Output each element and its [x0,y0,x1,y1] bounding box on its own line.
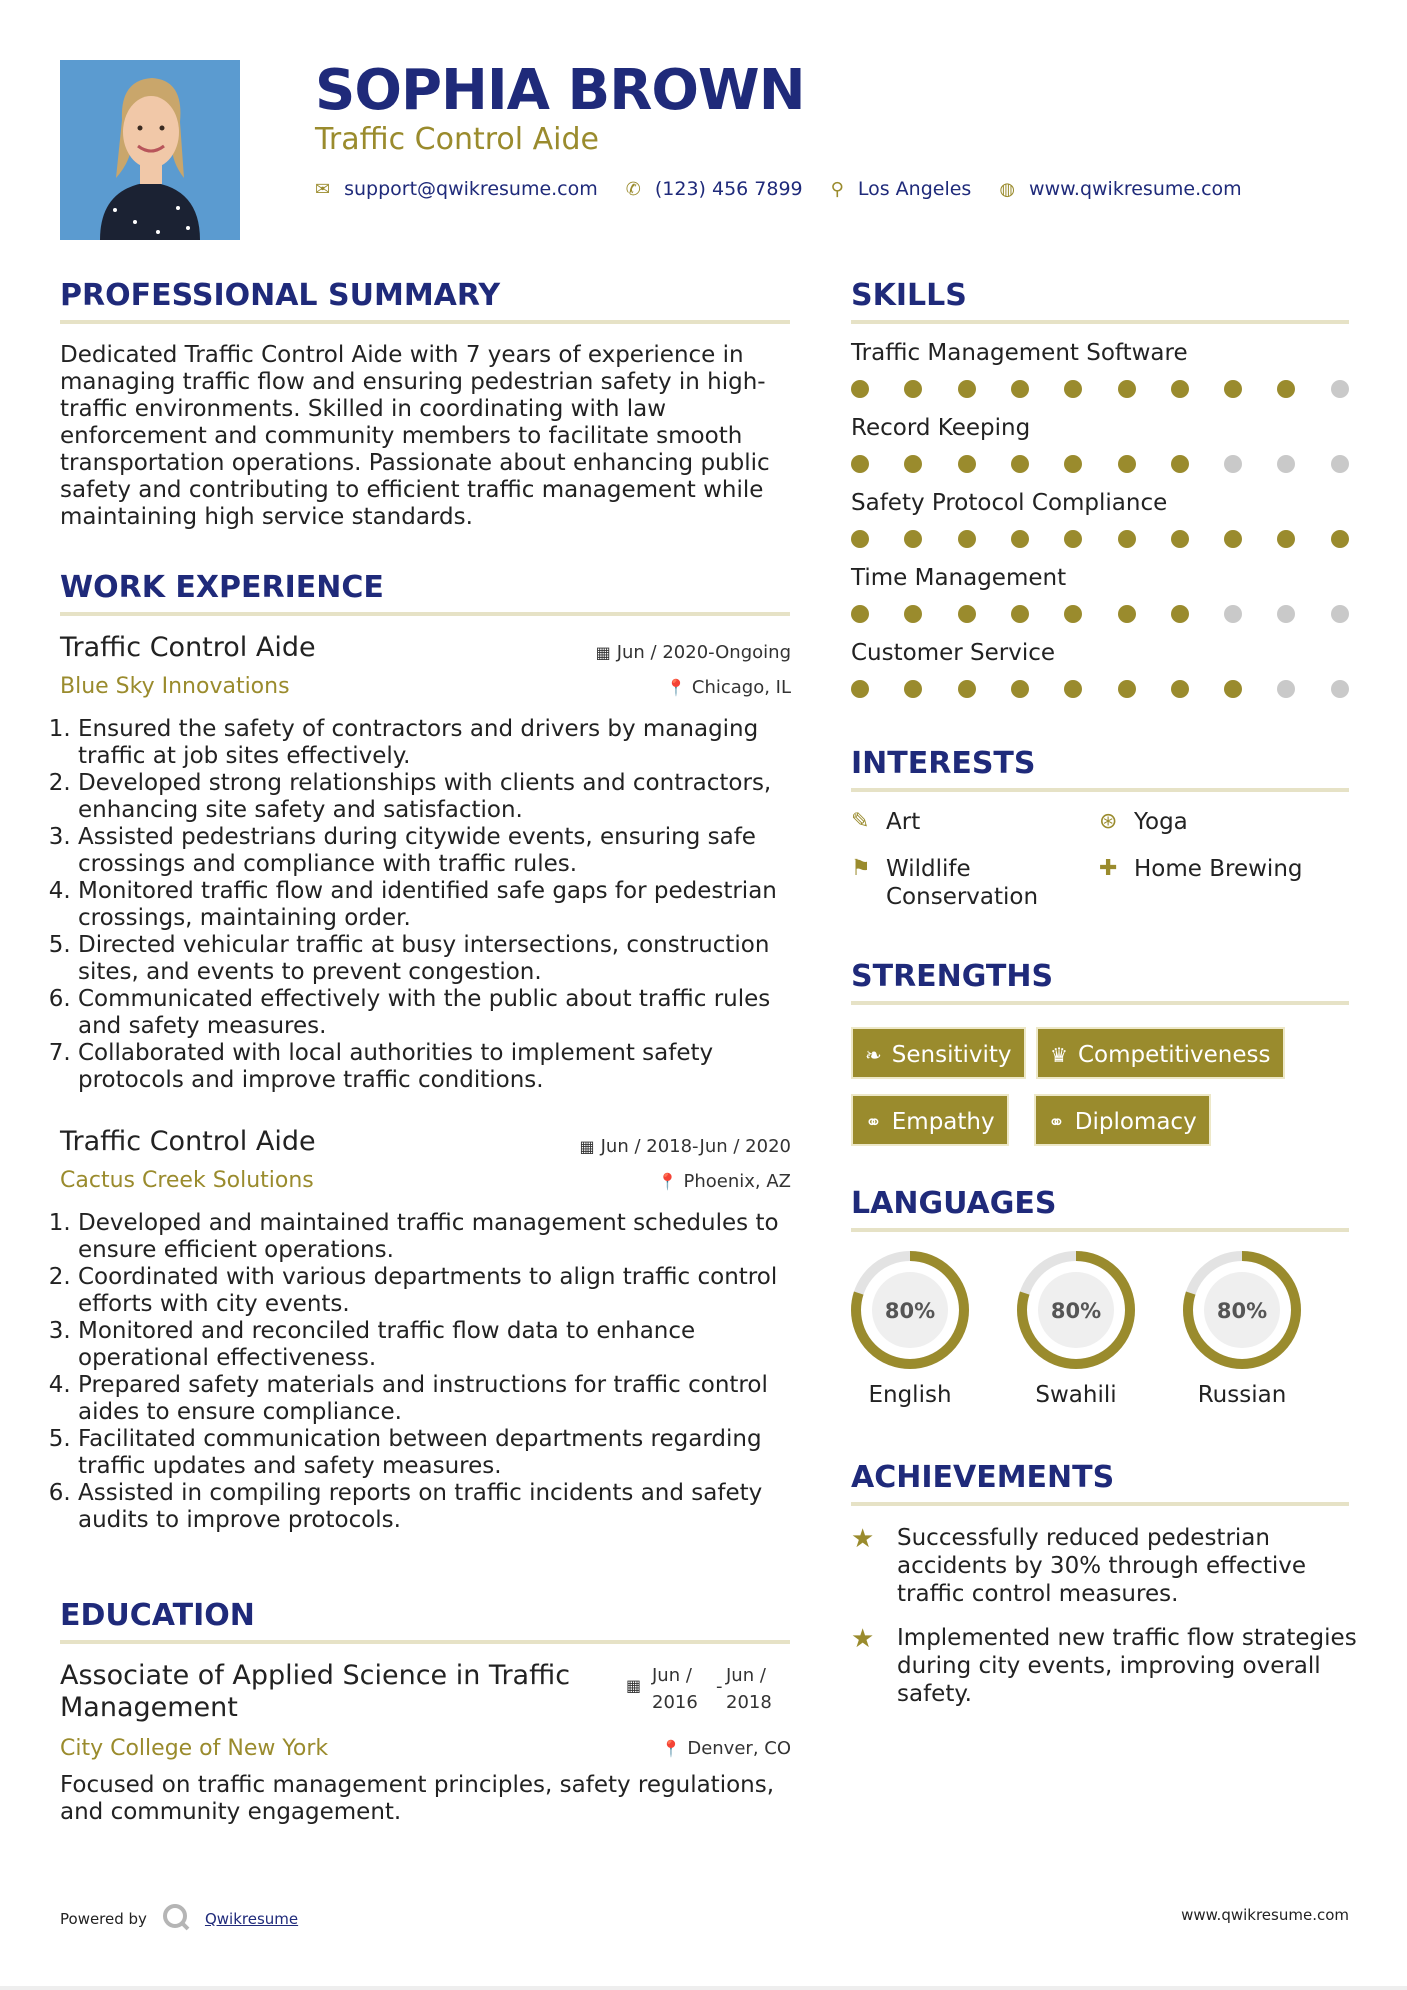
skill-dot-filled [1171,530,1189,548]
skill-dot-filled [1064,530,1082,548]
skill-dot-filled [851,605,869,623]
skill-dot-filled [904,680,922,698]
school-name: City College of New York [60,1736,329,1761]
star-icon: ★ [851,1624,875,1654]
skill-dot-filled [904,605,922,623]
trophy-icon: ♛ [1050,1043,1068,1067]
summary-text: Dedicated Traffic Control Aide with 7 years of experience in managing traffic flow and ensuring pedestrian safety in high-traffic environments. Skilled in coordinating with law enforcement and community members to facilitate smooth transportation operations. Passionate about enhancing public safety and contributing to efficient traffic management while maintaining high service standards. [60,342,770,530]
lifebuoy-icon: ⊛ [1099,809,1118,834]
skill-level-dots [851,605,1351,625]
skill-dot-empty [1224,455,1242,473]
skill-dot-filled [1011,380,1029,398]
strength-badge [851,1094,1009,1146]
interest-label: Yoga [1134,809,1188,835]
section-divider [60,320,790,324]
qwikresume-logo-icon [161,1902,191,1936]
star-icon: ★ [851,1524,875,1554]
skill-dot-filled [1064,455,1082,473]
page-bottom-bar [0,1986,1407,1990]
skill-dot-filled [1171,455,1189,473]
section-title-strengths: STRENGTHS [851,959,1054,994]
skill-dot-filled [1011,455,1029,473]
skill-level-dots [851,380,1351,400]
duty-item: 4. Monitored traffic flow and identified safe gaps for pedestrian crossings, maintaining order. [78,878,790,932]
duty-item: 1. Ensured the safety of contractors and drivers by managing traffic at job sites effectively. [78,716,790,770]
skill-dot-filled [851,530,869,548]
language-name: English [868,1382,952,1408]
phone-icon: ✆ [625,178,641,200]
duty-item: 4. Prepared safety materials and instructions for traffic control aides to ensure compliance. [78,1372,790,1426]
skill-dot-empty [1331,380,1349,398]
skill-dot-filled [851,680,869,698]
skill-dot-filled [1118,380,1136,398]
job-location-text: Phoenix, AZ [683,1171,791,1192]
contact-website[interactable]: www.qwikresume.com [1029,178,1242,200]
degree-title-line: Associate of Applied Science in Traffic [60,1660,571,1691]
skill-dot-empty [1277,680,1295,698]
strength-label: Sensitivity [891,1042,1012,1068]
candidate-role: Traffic Control Aide [315,122,600,157]
skill-dot-filled [958,680,976,698]
skill-dot-filled [1224,680,1242,698]
globe-icon: ◍ [999,178,1016,200]
job-location [658,1171,791,1192]
skill-dot-filled [1118,530,1136,548]
skill-dot-filled [1064,380,1082,398]
section-divider [60,1640,790,1644]
section-divider [851,1502,1349,1506]
skill-dot-empty [1331,680,1349,698]
skill-dot-filled [1171,680,1189,698]
section-divider [60,612,790,616]
flag-icon: ⚑ [851,856,871,881]
powered-by-label: Powered by [60,1910,147,1928]
achievement-item [851,1624,1371,1714]
skill-dot-filled [1224,380,1242,398]
job-dates [596,642,791,663]
language-percent: 80% [884,1299,936,1323]
duty-item: 6. Communicated effectively with the public about traffic rules and safety measures. [78,986,790,1040]
language-ring [848,1248,972,1372]
skill-dot-filled [958,530,976,548]
interest-label: Wildlife Conservation [886,856,1039,910]
duty-item: 2. Coordinated with various departments to align traffic control efforts with city events. [78,1264,790,1318]
skill-dot-empty [1277,455,1295,473]
duty-item: 5. Facilitated communication between departments regarding traffic updates and safety measures. [78,1426,790,1480]
section-title-summary: PROFESSIONAL SUMMARY [60,278,501,313]
job-company: Blue Sky Innovations [60,674,290,699]
achievement-text: Implemented new traffic flow strategies during city events, improving overall safety. [897,1625,1357,1707]
section-title-experience: WORK EXPERIENCE [60,570,384,605]
footer-powered-by [60,1902,298,1936]
language-ring [1014,1248,1138,1372]
handshake-icon: ⚭ [865,1110,882,1134]
language-percent: 80% [1050,1299,1102,1323]
language-name: Swahili [1035,1382,1117,1408]
education-location-text: Denver, CO [687,1738,791,1759]
skill-level-dots [851,455,1351,475]
date-line: Jun / [652,1665,692,1686]
skill-name: Traffic Management Software [851,340,1188,366]
section-title-skills: SKILLS [851,278,967,313]
achievement-text: Successfully reduced pedestrian accidents by 30% through effective traffic control measures. [897,1525,1307,1607]
contact-bar [315,178,1242,200]
date-line: 2016 [652,1692,698,1713]
strength-badge [851,1027,1026,1079]
paintbrush-icon: ✎ [851,809,870,834]
job-dates [579,1136,791,1157]
strength-label: Competitiveness [1077,1042,1271,1068]
leaf-icon: ❧ [865,1043,882,1067]
skill-dot-empty [1224,605,1242,623]
calendar-icon: ▦ [626,1676,642,1695]
map-pin-icon: ⚲ [830,178,844,200]
education-start-date [652,1662,698,1716]
job-company: Cactus Creek Solutions [60,1168,314,1193]
skill-dot-filled [1277,380,1295,398]
job-location-text: Chicago, IL [691,677,791,698]
skill-dot-filled [1064,680,1082,698]
strength-label: Diplomacy [1074,1109,1197,1135]
skill-level-dots [851,530,1351,550]
skill-name: Customer Service [851,640,1056,666]
profile-photo-illustration [60,60,240,240]
envelope-icon: ✉ [315,178,331,200]
calendar-icon: ▦ [595,643,611,662]
degree-title [60,1660,570,1724]
skill-dot-filled [1011,680,1029,698]
language-percent: 80% [1216,1299,1268,1323]
skill-name: Record Keeping [851,415,1031,441]
skill-name: Time Management [851,565,1067,591]
skill-dot-filled [1118,605,1136,623]
interest-label: Home Brewing [1134,856,1303,882]
job-duties-list [58,1210,790,1534]
skill-dot-filled [904,380,922,398]
skill-dot-empty [1277,605,1295,623]
education-location [661,1738,791,1759]
interest-item [851,855,1071,915]
contact-location: Los Angeles [857,178,972,200]
section-divider [851,1228,1349,1232]
job-title: Traffic Control Aide [60,632,316,663]
job-location [666,677,791,698]
skill-dot-filled [1118,680,1136,698]
skill-dot-filled [1011,530,1029,548]
skill-level-dots [851,680,1351,700]
duty-item: 6. Assisted in compiling reports on traffic incidents and safety audits to improve protocols. [78,1480,790,1534]
job-dates-text: Jun / 2018-Jun / 2020 [600,1136,791,1157]
pushpin-icon: 📍 [661,1739,682,1758]
job-dates-text: Jun / 2020-Ongoing [616,642,791,663]
profile-photo [60,60,240,240]
skill-dot-filled [958,455,976,473]
strength-badge [1036,1027,1285,1079]
skill-name: Safety Protocol Compliance [851,490,1168,516]
footer-website[interactable]: www.qwikresume.com [1181,1906,1349,1924]
strength-badge [1034,1094,1211,1146]
section-divider [851,1001,1349,1005]
date-separator: - [716,1676,723,1697]
language-name: Russian [1197,1382,1287,1408]
education-description: Focused on traffic management principles, safety regulations, and community engagement. [60,1772,775,1825]
achievement-item [851,1524,1371,1614]
interest-label: Art [886,809,921,835]
duty-item: 7. Collaborated with local authorities to implement safety protocols and improve traffic conditions. [78,1040,790,1094]
skill-dot-empty [1331,455,1349,473]
skill-dot-filled [1224,530,1242,548]
pushpin-icon: 📍 [665,678,686,697]
section-title-interests: INTERESTS [851,746,1036,781]
section-divider [851,320,1349,324]
skill-dot-filled [851,380,869,398]
section-divider [851,788,1349,792]
skill-dot-filled [904,530,922,548]
section-title-languages: LANGUAGES [851,1186,1057,1221]
duty-item: 3. Assisted pedestrians during citywide events, ensuring safe crossings and compliance with traffic rules. [78,824,790,878]
strength-label: Empathy [891,1109,995,1135]
education-end-date [726,1662,772,1716]
date-line: Jun / [726,1665,766,1686]
pushpin-icon: 📍 [657,1172,678,1191]
brand-link[interactable]: Qwikresume [204,1910,299,1928]
contact-phone[interactable]: (123) 456 7899 [654,178,803,200]
degree-title-line: Management [60,1692,238,1723]
skill-dot-filled [958,605,976,623]
skill-dot-filled [1277,530,1295,548]
job-duties-list [58,716,790,1094]
language-ring [1180,1248,1304,1372]
section-title-education: EDUCATION [60,1598,255,1633]
calendar-icon: ▦ [579,1137,595,1156]
candidate-name: SOPHIA BROWN [315,58,805,123]
skill-dot-filled [1064,605,1082,623]
skill-dot-empty [1331,605,1349,623]
skill-dot-filled [1011,605,1029,623]
puzzle-icon: ✚ [1099,856,1118,881]
section-title-achievements: ACHIEVEMENTS [851,1460,1115,1495]
skill-dot-filled [958,380,976,398]
skill-dot-filled [851,455,869,473]
interest-item [1099,808,1339,838]
handshake-icon: ⚭ [1048,1110,1065,1134]
contact-email[interactable]: support@qwikresume.com [344,178,598,200]
skill-dot-filled [1331,530,1349,548]
interest-item [1099,855,1339,885]
skill-dot-filled [1171,605,1189,623]
date-line: 2018 [726,1692,772,1713]
duty-item: 3. Monitored and reconciled traffic flow data to enhance operational effectiveness. [78,1318,790,1372]
skill-dot-filled [904,455,922,473]
duty-item: 1. Developed and maintained traffic management schedules to ensure efficient operations. [78,1210,790,1264]
skill-dot-filled [1118,455,1136,473]
duty-item: 2. Developed strong relationships with clients and contractors, enhancing site safety and satisfaction. [78,770,790,824]
interest-item [851,808,1071,838]
job-title: Traffic Control Aide [60,1126,316,1157]
duty-item: 5. Directed vehicular traffic at busy intersections, construction sites, and events to prevent congestion. [78,932,790,986]
skill-dot-filled [1171,380,1189,398]
